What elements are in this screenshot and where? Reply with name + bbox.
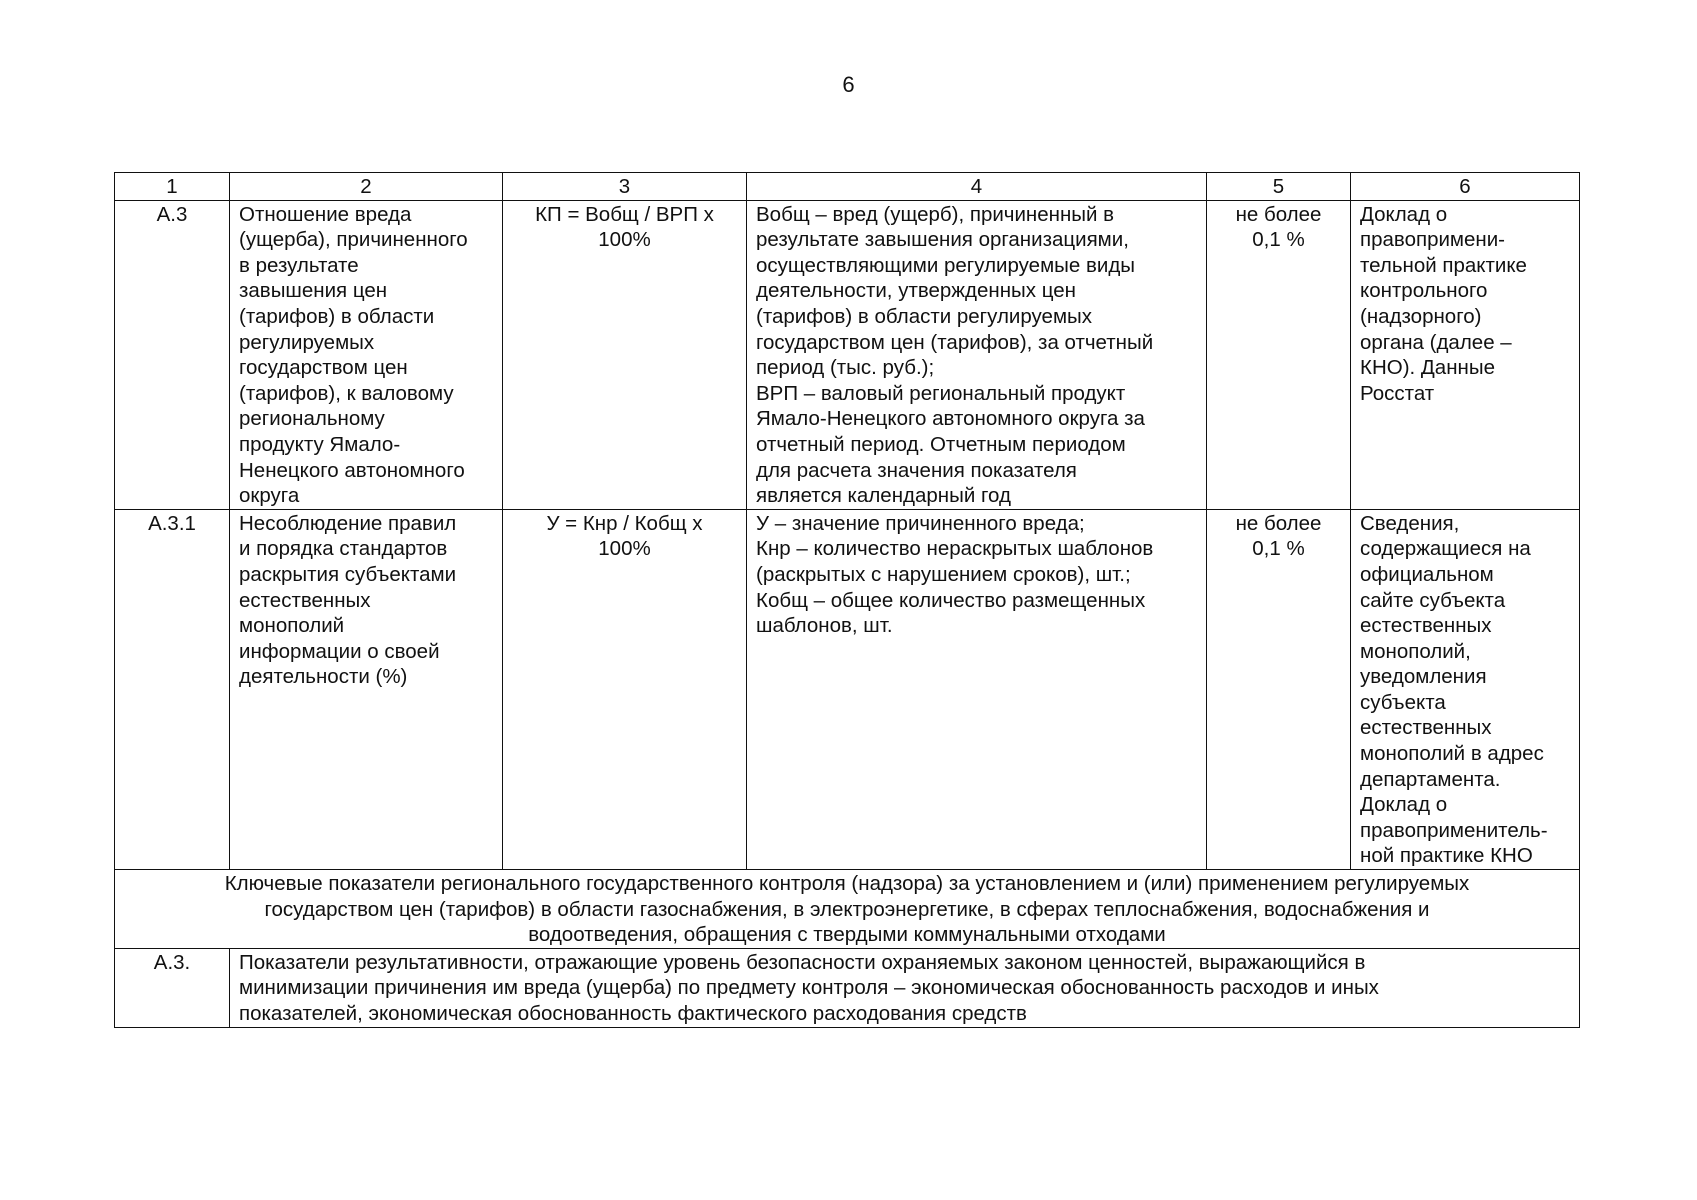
text-line: минимизации причинения им вреда (ущерба) по предмету контроля – экономическая обоснованность расходов и иных — [239, 976, 1379, 1000]
text-line: осуществляющими регулируемые виды — [756, 253, 1136, 277]
section-heading-cell — [115, 870, 1580, 949]
text-line: контрольного — [1360, 279, 1488, 303]
indicator-name-cell — [230, 509, 503, 869]
text-line: уведомления — [1360, 665, 1487, 689]
text-line: ВРП – валовый региональный продукт — [756, 381, 1126, 405]
text-line: раскрытия субъектами — [239, 562, 457, 586]
text-line: не более — [1235, 202, 1322, 226]
text-line: субъекта — [1360, 690, 1446, 714]
row-number-cell: А.3.1 — [115, 509, 230, 869]
text-line: Ненецкого автономного — [239, 458, 465, 482]
text-line: региональному — [239, 407, 385, 431]
text-line: (тарифов), к валовому — [239, 381, 454, 405]
header-cell-3: 3 — [503, 173, 747, 201]
text-line: естественных — [1360, 614, 1492, 638]
text-line: КНО). Данные — [1360, 356, 1495, 380]
text-line: и порядка стандартов — [239, 537, 448, 561]
indicator-name-cell — [230, 200, 503, 509]
data-source-cell — [1351, 509, 1580, 869]
text-line: ной практике КНО — [1360, 844, 1533, 868]
target-value-cell — [1207, 200, 1351, 509]
text-line: КП = Вобщ / ВРП x — [535, 202, 714, 226]
indicators-table — [114, 172, 1580, 1028]
text-line: органа (далее – — [1360, 330, 1512, 354]
text-line: 0,1 % — [1252, 537, 1305, 561]
text-line: 100% — [598, 228, 651, 252]
text-line: деятельности, утвержденных цен — [756, 279, 1076, 303]
header-cell-4: 4 — [747, 173, 1207, 201]
section-heading-row — [115, 870, 1580, 949]
text-line: монополий, — [1360, 639, 1471, 663]
text-line: водоотведения, обращения с твердыми коммунальными отходами — [528, 923, 1166, 947]
formula-cell — [503, 509, 747, 869]
text-line: деятельности (%) — [239, 665, 408, 689]
text-line: естественных — [1360, 716, 1492, 740]
text-line: монополий в адрес — [1360, 742, 1544, 766]
text-line: У = Кнр / Кобщ x — [546, 511, 703, 535]
table-row-a3-1 — [115, 509, 1580, 869]
description-cell — [747, 200, 1207, 509]
text-line: (надзорного) — [1360, 304, 1482, 328]
text-line: У – значение причиненного вреда; — [756, 511, 1085, 535]
text-line: правопримени- — [1360, 228, 1506, 252]
row-number-cell: А.3. — [115, 948, 230, 1027]
text-line: содержащиеся на — [1360, 537, 1531, 561]
text-line: Сведения, — [1360, 511, 1460, 535]
text-line: завышения цен — [239, 279, 388, 303]
text-line: Ключевые показатели регионального государственного контроля (надзора) за установлением и (или) применением регулируемых — [224, 872, 1470, 896]
text-line: для расчета значения показателя — [756, 458, 1077, 482]
data-source-cell — [1351, 200, 1580, 509]
text-line: округа — [239, 484, 300, 508]
summary-text-cell — [230, 948, 1580, 1027]
text-line: показателей, экономическая обоснованность фактического расходования средств — [239, 1002, 1027, 1025]
header-cell-6: 6 — [1351, 173, 1580, 201]
table-row-a3 — [115, 200, 1580, 509]
text-line: отчетный период. Отчетным периодом — [756, 432, 1126, 456]
header-cell-5: 5 — [1207, 173, 1351, 201]
table-header-row — [115, 173, 1580, 201]
description-cell — [747, 509, 1207, 869]
text-line: государством цен (тарифов) в области газоснабжения, в электроэнергетике, в сферах теплоснабжения, водоснабжения и — [264, 897, 1430, 921]
text-line: (ущерба), причиненного — [239, 228, 468, 252]
text-line: в результате — [239, 253, 359, 277]
text-line: Кобщ – общее количество размещенных — [756, 588, 1146, 612]
text-line: 0,1 % — [1252, 228, 1305, 252]
text-line: 100% — [598, 537, 651, 561]
text-line: информации о своей — [239, 639, 440, 663]
target-value-cell — [1207, 509, 1351, 869]
text-line: естественных — [239, 588, 371, 612]
header-cell-1: 1 — [115, 173, 230, 201]
text-line: (раскрытых с нарушением сроков), шт.; — [756, 562, 1131, 586]
text-line: регулируемых — [239, 330, 375, 354]
text-line: Показатели результативности, отражающие уровень безопасности охраняемых законом ценностей, выражающийся в — [239, 950, 1366, 974]
text-line: Вобщ – вред (ущерб), причиненный в — [756, 202, 1115, 226]
text-line: монополий — [239, 614, 345, 638]
text-line: официальном — [1360, 562, 1494, 586]
text-line: Несоблюдение правил — [239, 511, 457, 535]
text-line: результате завышения организациями, — [756, 228, 1129, 252]
text-line: тельной практике — [1360, 253, 1527, 277]
text-line: департамента. — [1360, 767, 1501, 791]
text-line: правоприменитель- — [1360, 818, 1548, 842]
text-line: государством цен (тарифов), за отчетный — [756, 330, 1154, 354]
text-line: шаблонов, шт. — [756, 614, 893, 638]
row-number-cell: А.3 — [115, 200, 230, 509]
text-line: Росстат — [1360, 381, 1435, 405]
page-number: 6 — [842, 72, 855, 97]
text-line: не более — [1235, 511, 1322, 535]
text-line: Доклад о — [1360, 202, 1448, 226]
text-line: Отношение вреда — [239, 202, 412, 226]
text-line: продукту Ямало- — [239, 432, 401, 456]
text-line: (тарифов) в области — [239, 304, 435, 328]
text-line: Доклад о — [1360, 793, 1448, 817]
text-line: сайте субъекта — [1360, 588, 1506, 612]
text-line: государством цен — [239, 356, 408, 380]
text-line: Ямало-Ненецкого автономного округа за — [756, 407, 1145, 431]
header-cell-2: 2 — [230, 173, 503, 201]
text-line: (тарифов) в области регулируемых — [756, 304, 1093, 328]
text-line: является календарный год — [756, 484, 1011, 508]
table-row-a3-summary — [115, 948, 1580, 1027]
text-line: Кнр – количество нераскрытых шаблонов — [756, 537, 1154, 561]
text-line: период (тыс. руб.); — [756, 356, 935, 380]
formula-cell — [503, 200, 747, 509]
